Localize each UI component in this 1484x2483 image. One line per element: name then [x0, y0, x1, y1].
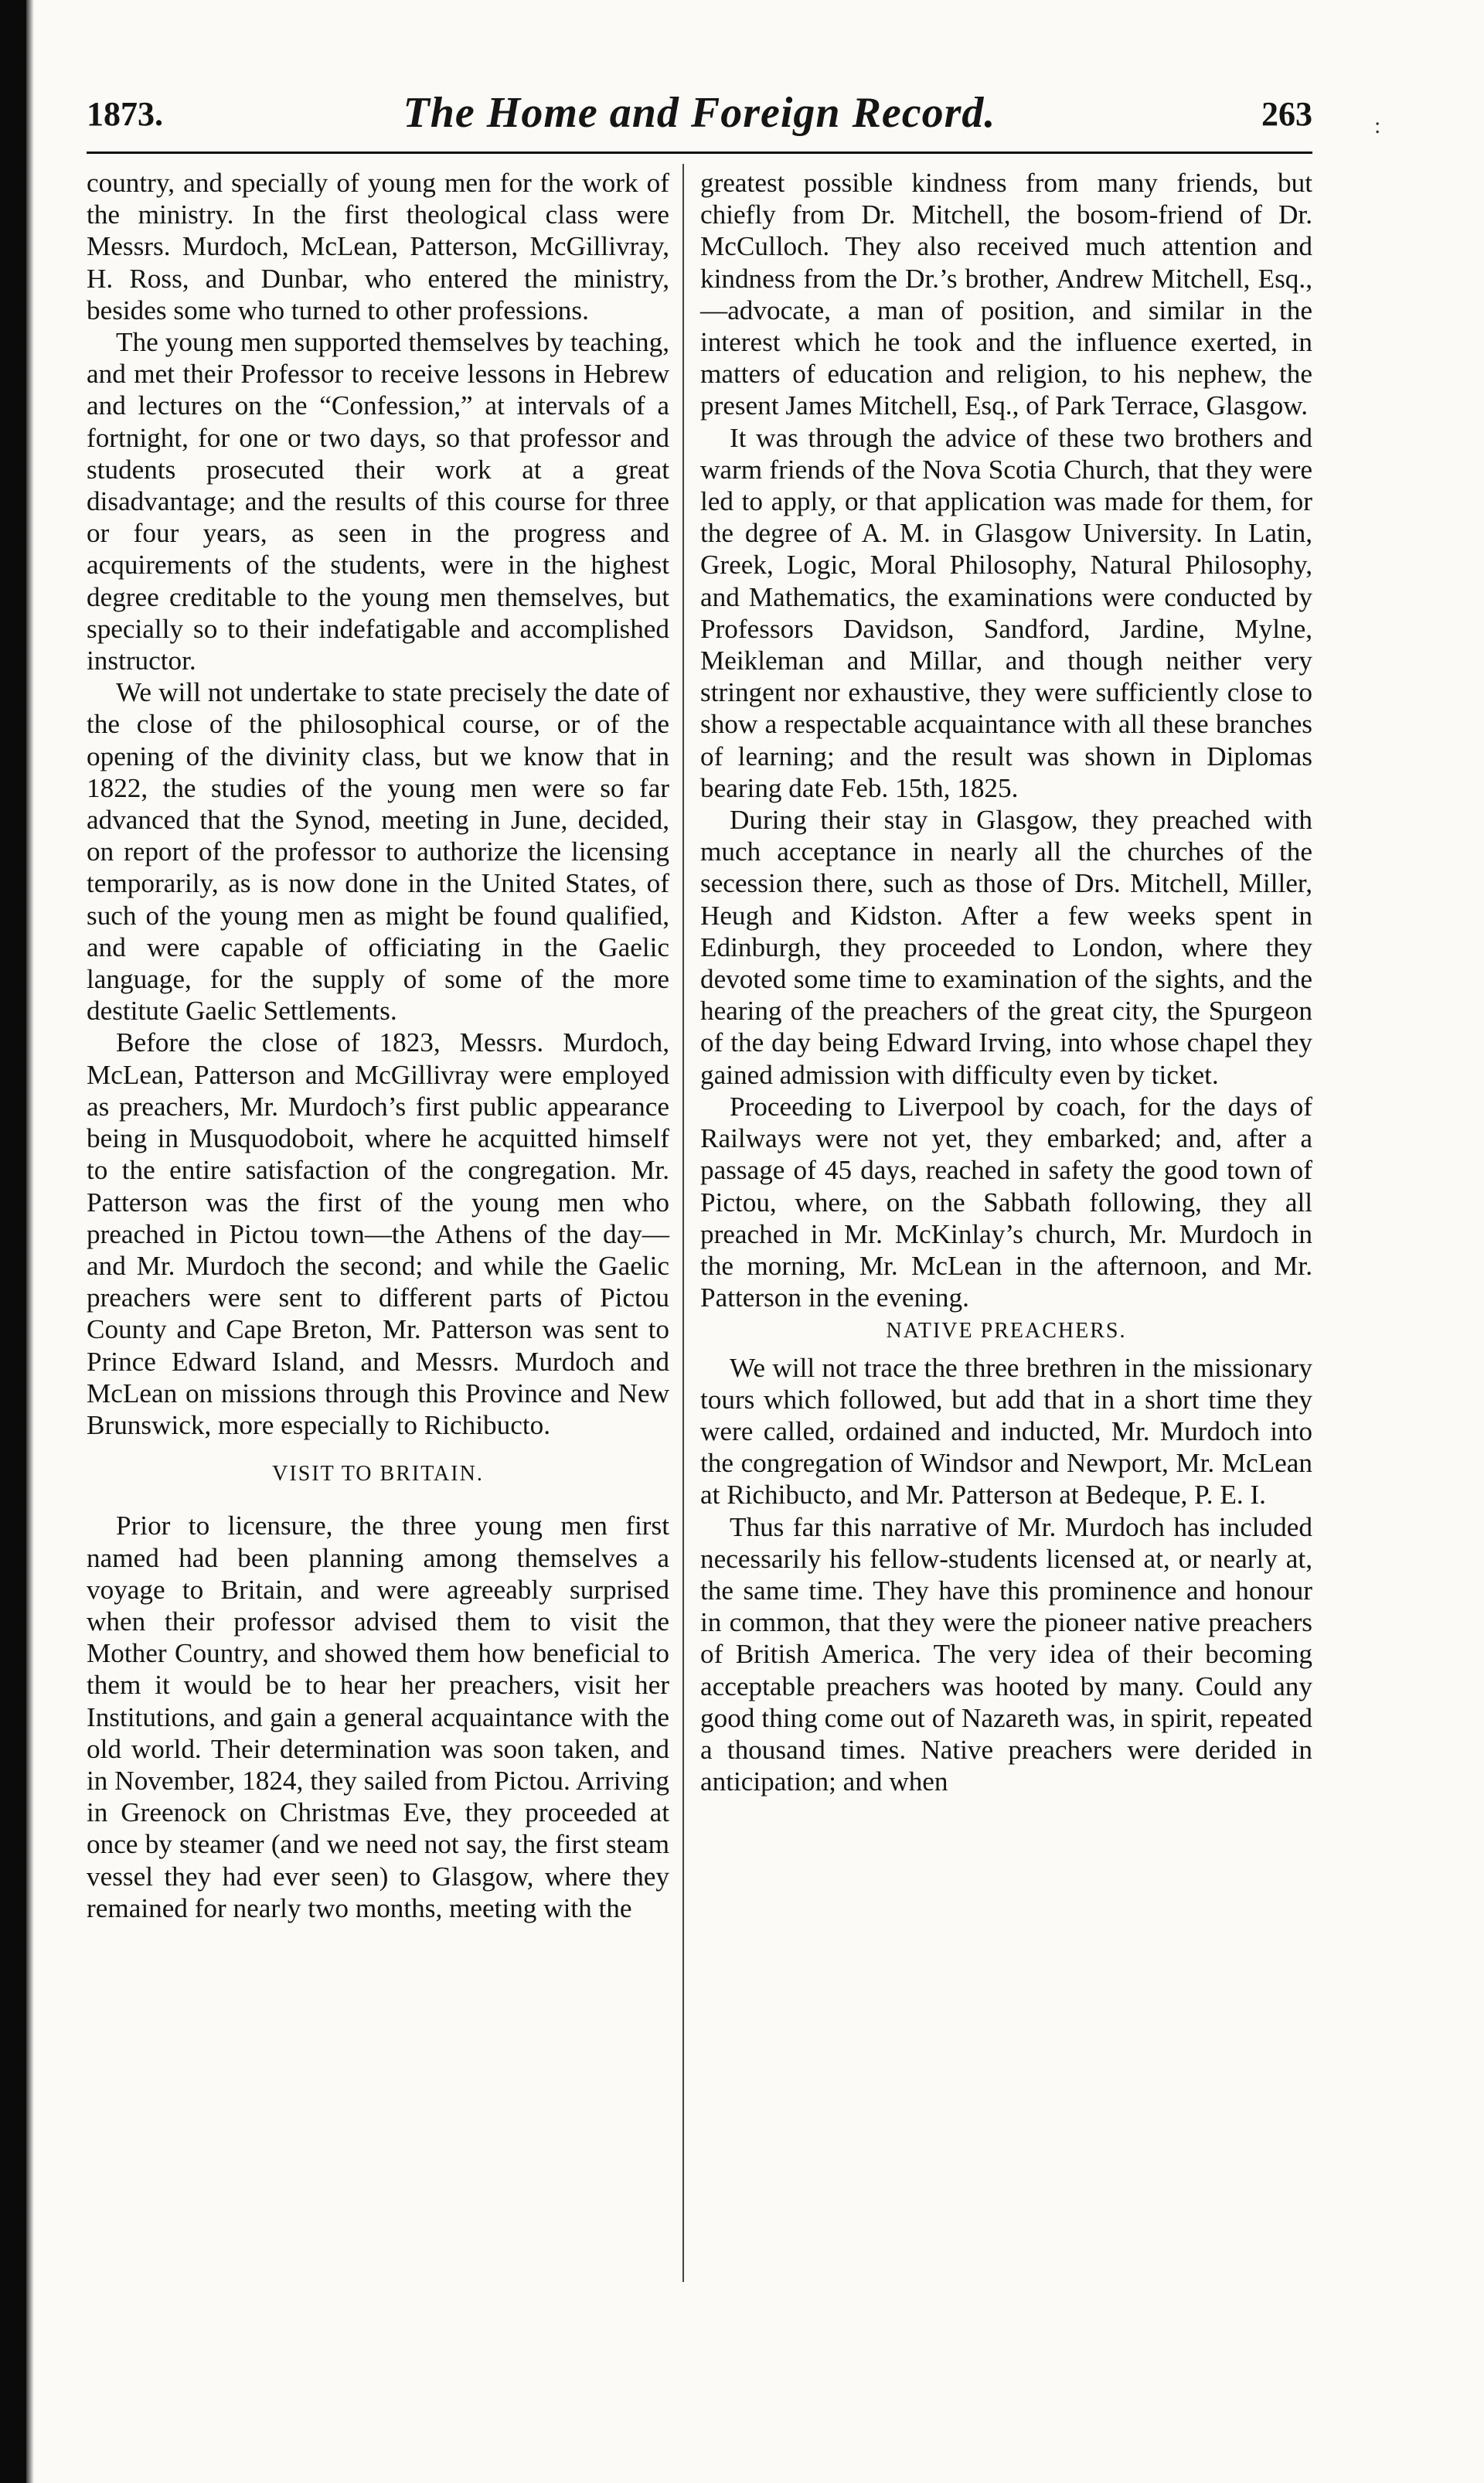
section-heading: NATIVE PREACHERS.	[886, 1319, 1127, 1344]
page-number: 263	[1261, 95, 1312, 133]
left-column	[87, 167, 669, 1924]
paragraph: country, and specially of young men for the work of the ministry. In the first theological class were Messrs. Murdoch, McLean, Patterson, McGillivray, H. Ross, and Dunbar, who entered the ministry, besides some who turned to other professions.	[87, 168, 669, 325]
paragraph: During their stay in Glasgow, they preached with much acceptance in nearly all the churches of the secession there, such as those of Drs. Mitchell, Miller, Heugh and Kidston. After a few weeks spent in Edinburgh, they proceeded to London, where they devoted some time to examination of the sights, and the hearing of the preachers of the great city, the Spurgeon of the day being Edward Irving, into whose chapel they gained admission with difficulty even by ticket.	[700, 805, 1312, 1090]
header-rule	[87, 152, 1312, 154]
paragraph: We will not undertake to state precisely the date of the close of the philosophical course, or of the opening of the divinity class, but we know that in 1822, the studies of the young men were so far advanced that the Synod, meeting in June, decided, on report of the professor to authorize the licensing temporarily, as is now done in the United States, of such of the young men as might be found qualified, and were capable of officiating in the Gaelic language, for the supply of some of the more destitute Gaelic Settlements.	[87, 677, 669, 1027]
journal-title: The Home and Foreign Record.	[403, 89, 996, 137]
right-column	[700, 167, 1312, 1797]
paragraph: We will not trace the three brethren in the missionary tours which followed, but add that in a short time they were called, ordained and inducted, Mr. Murdoch into the congregation of Windsor and Newport, Mr. McLean at Richibucto, and Mr. Patterson at Bedeque, P. E. I.	[700, 1352, 1312, 1511]
header-year: 1873.	[87, 95, 163, 133]
paragraph: Thus far this narrative of Mr. Murdoch has included necessarily his fellow-students licensed at, or nearly at, the same time. They have this prominence and honour in common, that they were the pioneer native preachers of British America. The very idea of their becoming acceptable preachers was hooted by many. Could any good thing come out of Nazareth was, in spirit, repeated a thousand times. Native preachers were derided in anticipation; and when	[700, 1511, 1312, 1797]
section-heading: VISIT TO BRITAIN.	[272, 1462, 484, 1487]
running-header	[87, 85, 1312, 147]
book-spine-shadow	[0, 0, 26, 2483]
paragraph: Proceeding to Liverpool by coach, for the days of Railways were not yet, they embarked; and, after a passage of 45 days, reached in safety the good town of Pictou, where, on the Sabbath following, they all preached in Mr. McKinlay’s church, Mr. Murdoch in the morning, Mr. McLean in the afternoon, and Mr. Patterson in the evening.	[700, 1091, 1312, 1313]
paragraph: Before the close of 1823, Messrs. Murdoch, McLean, Patterson and McGillivray were employed as preachers, Mr. Murdoch’s first public appearance being in Musquodoboit, where he acquitted himself to the entire satisfaction of the congregation. Mr. Patterson was the first of the young men who preached in Pictou town—the Athens of the day—and Mr. Murdoch the second; and while the Gaelic preachers were sent to different parts of Pictou County and Cape Breton, Mr. Patterson was sent to Prince Edward Island, and Messrs. Murdoch and McLean on missions through this Province and New Brunswick, more especially to Richibucto.	[87, 1027, 669, 1440]
edge-mark: :	[1374, 113, 1381, 138]
spine-gradient	[26, 0, 34, 2483]
paragraph: Prior to licensure, the three young men first named had been planning among themselves a voyage to Britain, and were agreeably surprised when their professor advised them to visit the Mother Country, and showed them how beneficial to them it would be to hear her preachers, visit her Institutions, and gain a general acquaintance with the old world. Their determination was soon taken, and in November, 1824, they sailed from Pictou. Arriving in Greenock on Christmas Eve, they proceeded at once by steamer (and we need not say, the first steam vessel they had ever seen) to Glasgow, where they remained for nearly two months, meeting with the	[87, 1511, 669, 1923]
paragraph: greatest possible kindness from many friends, but chiefly from Dr. Mitchell, the bosom-friend of Dr. McCulloch. They also received much attention and kindness from the Dr.’s brother, Andrew Mitchell, Esq.,—advocate, a man of position, and similar in the interest which he took and the influence exerted, in matters of education and religion, to his nephew, the present James Mitchell, Esq., of Park Terrace, Glasgow.	[700, 168, 1312, 421]
column-divider	[682, 164, 684, 2282]
paragraph: The young men supported themselves by teaching, and met their Professor to receive lessons in Hebrew and lectures on the “Confession,” at intervals of a fortnight, for one or two days, so that professor and students prosecuted their work at a great disadvantage; and the results of this course for three or four years, as seen in the progress and acquirements of the students, were in the highest degree creditable to the young men themselves, but specially so to their indefatigable and accomplished instructor.	[87, 327, 669, 676]
paragraph: It was through the advice of these two brothers and warm friends of the Nova Scotia Church, that they were led to apply, or that application was made for them, for the degree of A. M. in Glasgow University. In Latin, Greek, Logic, Moral Philosophy, Natural Philosophy, and Mathematics, the examinations were conducted by Professors Davidson, Sandford, Jardine, Mylne, Meikleman and Millar, and though neither very stringent nor exhaustive, they were sufficiently close to show a respectable acquaintance with all these branches of learning; and the result was shown in Diplomas bearing date Feb. 15th, 1825.	[700, 422, 1312, 803]
